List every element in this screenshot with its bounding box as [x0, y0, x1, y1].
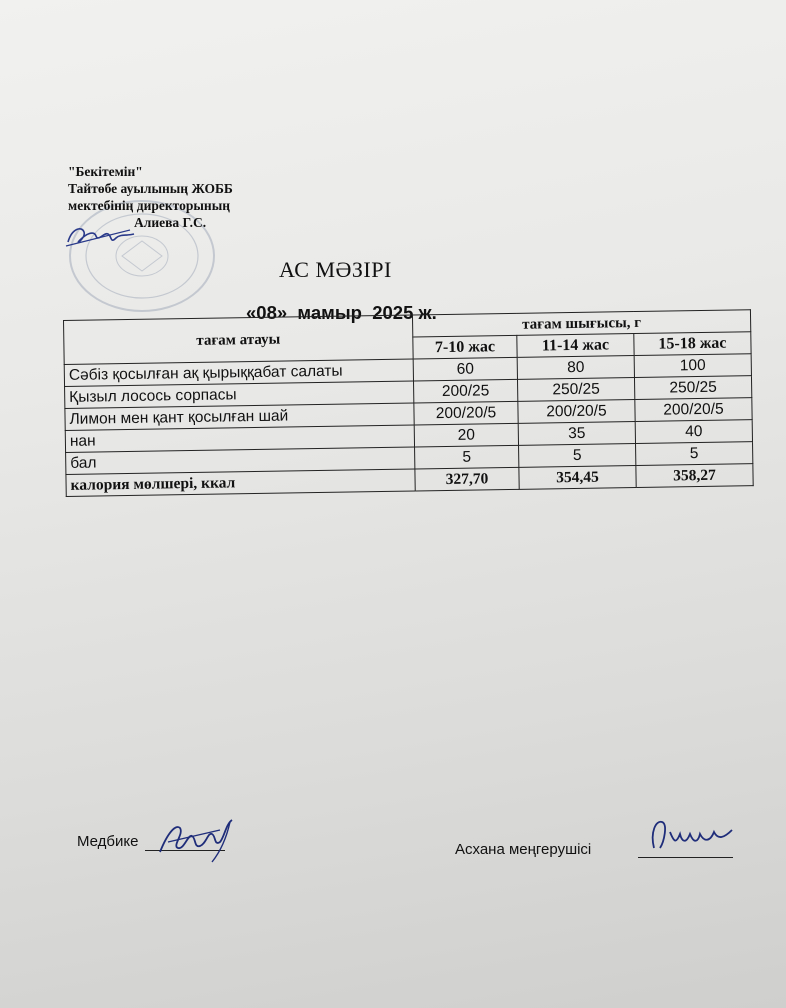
column-header-dish: тағам атауы [64, 315, 414, 364]
dish-value: 60 [413, 357, 517, 381]
dish-value: 200/20/5 [635, 398, 752, 422]
column-header-age: 15-18 жас [634, 332, 751, 356]
total-value: 358,27 [636, 464, 753, 488]
dish-value: 35 [518, 422, 635, 446]
approval-school: Тайтөбе ауылының ЖОББ [68, 181, 233, 196]
dish-value: 200/20/5 [414, 401, 518, 425]
column-header-age: 7-10 жас [413, 335, 517, 359]
column-header-age: 11-14 жас [517, 334, 634, 358]
nurse-label: Медбике [77, 833, 139, 850]
dish-value: 5 [415, 445, 519, 469]
dish-value: 40 [635, 420, 752, 444]
dish-name: Сәбіз қосылған ақ қырыққабат салаты [64, 359, 413, 386]
dish-value: 20 [414, 423, 518, 447]
dish-value: 80 [517, 356, 634, 380]
dish-value: 5 [636, 442, 753, 466]
dish-value: 100 [634, 354, 751, 378]
dish-value: 250/25 [517, 378, 634, 402]
total-value: 354,45 [519, 466, 636, 490]
dish-name: Қызыл лосось сорпасы [65, 381, 414, 408]
approval-position: мектебінің директорының [68, 198, 231, 213]
menu-table [63, 309, 754, 497]
dish-value: 200/25 [414, 379, 518, 403]
approval-director-name: Алиева Г.С. [134, 215, 207, 230]
dish-name: бал [66, 447, 415, 474]
dish-name: нан [65, 425, 414, 452]
dish-name: Лимон мен қант қосылған шай [65, 403, 414, 430]
column-header-output: тағам шығысы, г [412, 310, 750, 337]
dish-value: 5 [519, 444, 636, 468]
dish-value: 250/25 [634, 376, 751, 400]
total-label: калория мөлшері, ккал [66, 469, 415, 496]
menu-title: АС МӘЗІРІ [279, 257, 392, 282]
total-value: 327,70 [415, 467, 519, 491]
canteen-head-signature [640, 812, 740, 860]
menu-date: «08» мамыр 2025 ж. [246, 302, 437, 323]
nurse-signature [150, 812, 240, 864]
canteen-head-label: Асхана меңгерушісі [455, 841, 592, 858]
dish-value: 200/20/5 [518, 400, 635, 424]
director-signature [60, 220, 140, 252]
approval-heading: "Бекітемін" [68, 164, 143, 179]
